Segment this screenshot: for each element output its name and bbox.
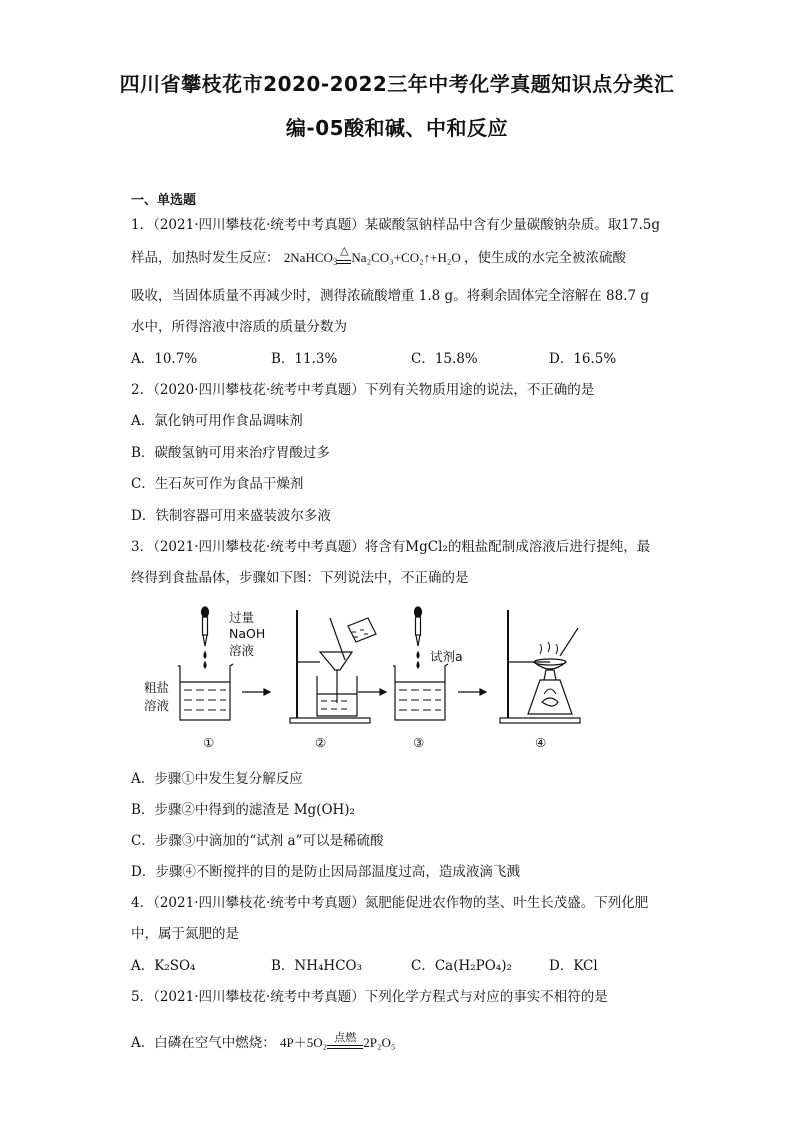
q1-option-a: A．10.7% [131, 351, 198, 367]
step3-beaker [393, 664, 448, 720]
q3-option-d: D．步骤④不断搅拌的目的是防止因局部温度过高，造成液滴飞溅 [131, 864, 520, 880]
q1-eq-right: Na₂CO₃+CO₂↑+H₂O [351, 250, 461, 265]
fig-crude-line1: 粗盐 [144, 680, 170, 695]
step4-evaporation-apparatus [500, 610, 580, 723]
step1-beaker [178, 664, 233, 720]
q1-stem-line1: 1．（2021·四川攀枝花·统考中考真题）某碳酸氢钠样品中含有少量碳酸钠杂质。取17.5g [131, 217, 660, 233]
equals-sign [327, 1045, 363, 1049]
q2-option-a: A．氯化钠可用作食品调味剂 [131, 413, 303, 429]
heat-symbol: △ [340, 244, 349, 257]
q5-eq-left: 4P＋5O₂ [280, 1035, 328, 1050]
q2-option-c: C．生石灰可作为食品干燥剂 [131, 476, 304, 492]
q4-option-d: D．KCl [549, 958, 598, 974]
document-title-line2: 编-05酸和碱、中和反应 [285, 116, 509, 140]
q1-stem-line2 [131, 246, 626, 266]
q4-option-a: A．K₂SO₄ [131, 958, 196, 974]
dropper-icon [415, 607, 422, 668]
fig-reagent1-line3: 溶液 [229, 643, 255, 658]
q4-stem-line2: 中，属于氮肥的是 [131, 926, 239, 942]
q1-stem-line4: 水中，所得溶液中溶质的质量分数为 [131, 319, 347, 335]
q3-option-c: C．步骤③中滴加的“试剂 a”可以是稀硫酸 [131, 833, 384, 849]
fig-step-1: ① [203, 735, 215, 750]
process-arrow-2 [358, 689, 386, 695]
dropper-icon [202, 607, 209, 668]
q2-stem: 2．（2020·四川攀枝花·统考中考真题）下列有关物质用途的说法，不正确的是 [131, 382, 595, 398]
q3-figure [130, 598, 630, 758]
q1-option-c: C．15.8% [411, 351, 478, 367]
section-heading: 一、单选题 [131, 193, 197, 208]
q4-option-b: B．NH₄HCO₃ [271, 958, 362, 974]
fig-step-2: ② [315, 735, 327, 750]
q1-option-d: D．16.5% [549, 351, 617, 367]
q2-option-b: B．碳酸氢钠可用来治疗胃酸过多 [131, 445, 330, 461]
document-title-line1: 四川省攀枝花市2020-2022三年中考化学真题知识点分类汇 [119, 72, 675, 96]
q1-option-b: B．11.3% [271, 351, 338, 367]
fig-reagent1-line1: 过量 [229, 610, 255, 625]
q3-stem-line2: 终得到食盐晶体，步骤如下图：下列说法中，不正确的是 [131, 570, 469, 586]
q5-option-a-label: A．白磷在空气中燃烧： [131, 1035, 276, 1051]
fig-step-3: ③ [413, 735, 425, 750]
q3-option-a: A．步骤①中发生复分解反应 [131, 771, 303, 787]
q4-option-c: C．Ca(H₂PO₄)₂ [411, 958, 512, 974]
fig-reagent-a: 试剂a [430, 649, 463, 664]
step2-filtration-apparatus [290, 610, 376, 723]
fig-reagent1-line2: NaOH [229, 626, 266, 641]
process-arrow-1 [242, 689, 270, 695]
q1-stem-line2-post: ，使生成的水完全被浓硫酸 [464, 250, 627, 266]
q4-stem-line1: 4．（2021·四川攀枝花·统考中考真题）氮肥能促进农作物的茎、叶生长茂盛。下列化肥 [131, 895, 649, 911]
ignite-condition: 点燃 [334, 1031, 357, 1044]
fig-step-4: ④ [535, 735, 547, 750]
process-arrow-3 [458, 689, 486, 695]
q1-equation: 2NaHCO$_3$ △ Na₂CO₃+CO₂↑+H₂O [283, 244, 461, 267]
q1-stem-line3: 吸收，当固体质量不再减少时，测得浓硫酸增重 1.8 g。将剩余固体完全溶解在 88.7 g [131, 288, 649, 304]
fig-crude-line2: 溶液 [144, 698, 170, 713]
equals-sign [337, 260, 351, 264]
q5-option-a-equation [280, 1031, 396, 1050]
q5-eq-right: 2P₂O₅ [363, 1035, 396, 1050]
q5-option-a [131, 1031, 395, 1051]
q5-stem: 5．（2021·四川攀枝花·统考中考真题）下列化学方程式与对应的事实不相符的是 [131, 989, 608, 1005]
q1-stem-line2-pre: 样品，加热时发生反应： [131, 250, 280, 266]
q3-option-b: B．步骤②中得到的滤渣是 Mg(OH)₂ [131, 802, 355, 818]
q3-stem-post: 的粗盐配制成溶液后进行提纯，最 [447, 539, 651, 555]
q3-stem-line1 [131, 535, 650, 555]
q1-eq-left: 2NaHCO [283, 250, 333, 265]
q2-option-d: D．铁制容器可用来盛装波尔多液 [131, 508, 331, 524]
q3-chem-mgcl2: MgCl₂ [405, 539, 448, 555]
q3-stem-pre: 3．（2021·四川攀枝花·统考中考真题）将含有 [131, 539, 406, 555]
